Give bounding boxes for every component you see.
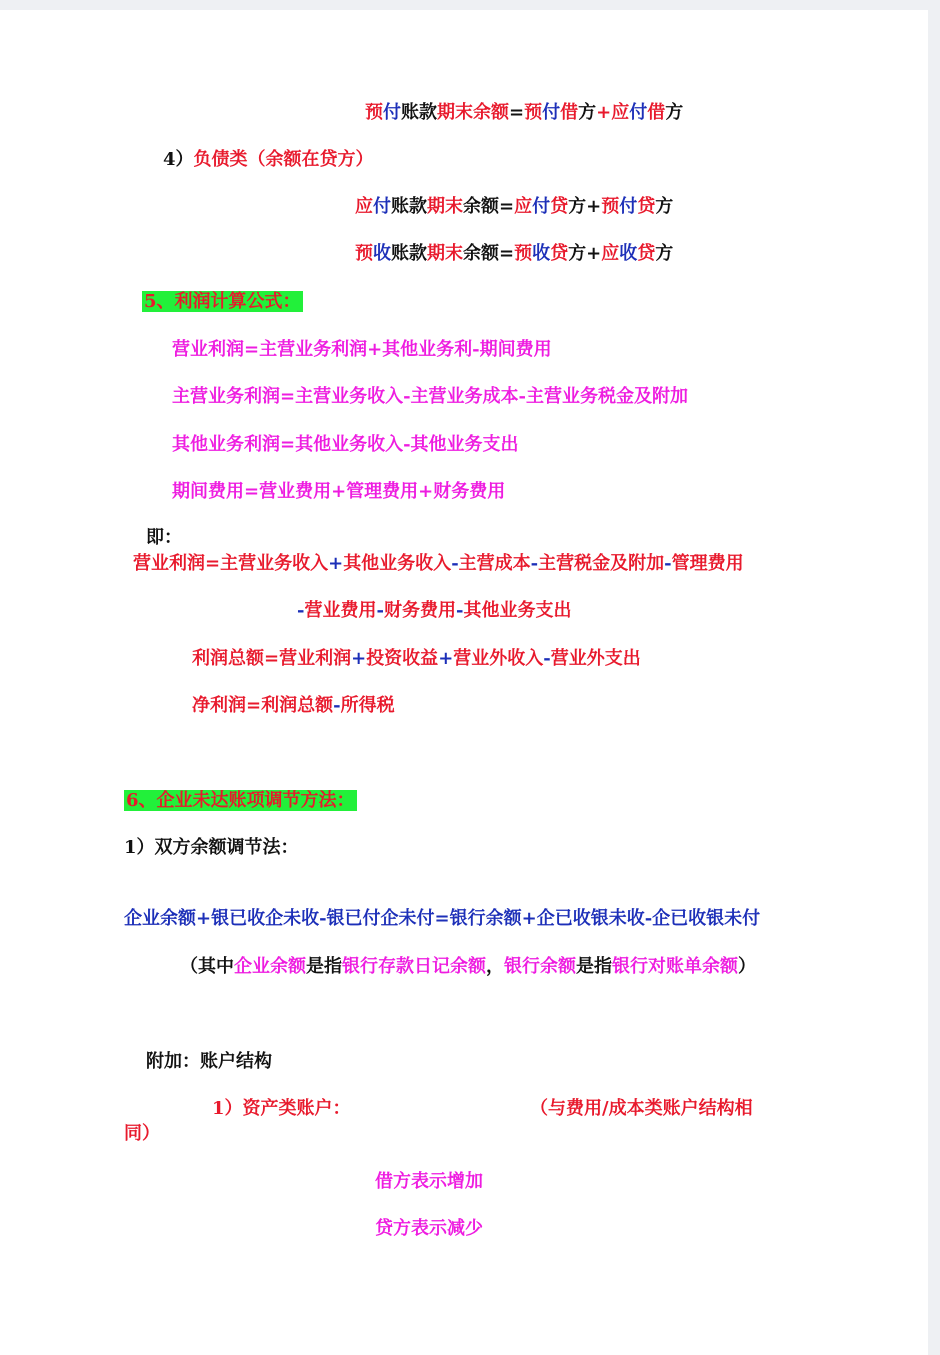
text-segment: 4） (163, 149, 194, 170)
text-segment: 期间费用=营业费用+管理费用+财务费用 (172, 481, 506, 502)
prepaid-balance-formula (365, 101, 683, 125)
text-segment: 借 (647, 102, 666, 123)
debit-increase-text (375, 1170, 483, 1194)
text-segment: - (333, 695, 341, 716)
text-segment: 其他业务支出 (463, 600, 572, 621)
text-segment: 其他业务收入 (343, 553, 452, 574)
text-segment: - (455, 600, 464, 621)
text-segment: - (297, 600, 305, 621)
text-segment: 收 (619, 243, 638, 264)
advance-receipt-balance-formula (355, 242, 673, 266)
text-segment: 收 (532, 243, 551, 264)
text-segment: = (509, 102, 525, 123)
text-segment: - (664, 553, 672, 574)
text-segment: 方 (568, 243, 587, 264)
text-segment: 营业外支出 (550, 648, 641, 669)
reconciliation-section-heading (124, 789, 357, 813)
credit-decrease-text (375, 1217, 483, 1241)
text-segment: 营业利润=主营业务收入 (133, 553, 329, 574)
namely-label (146, 526, 182, 550)
text-segment: 是指 (306, 956, 342, 977)
total-profit-formula (192, 647, 641, 671)
text-segment: 主营成本 (458, 553, 531, 574)
text-segment: 财务费用 (383, 600, 456, 621)
text-segment: 方 (655, 196, 674, 217)
text-segment: 贷方表示减少 (375, 1218, 483, 1239)
text-segment: 贷 (550, 196, 569, 217)
text-segment: 账款 (391, 243, 427, 264)
text-segment: 管理费用 (671, 553, 744, 574)
text-segment: ， (486, 956, 504, 977)
text-segment: 5、利润计算公式： (144, 291, 301, 312)
text-segment: 付 (383, 102, 401, 123)
text-segment: - (543, 648, 551, 669)
text-segment: 贷 (550, 243, 569, 264)
text-segment: 应 (514, 196, 533, 217)
text-segment: （与费用/成本类账户结构相 (530, 1098, 753, 1119)
text-segment: = (499, 243, 515, 264)
text-segment: + (351, 648, 367, 669)
text-segment: + (586, 243, 602, 264)
text-segment: 同） (124, 1123, 160, 1144)
text-segment: ） (738, 956, 756, 977)
text-segment: 银行对账单余额 (612, 956, 738, 977)
dual-balance-method-heading (124, 836, 299, 860)
text-segment: 期末余额 (437, 102, 509, 123)
text-segment: 贷 (637, 196, 656, 217)
text-segment: 账款 (401, 102, 437, 123)
text-segment: 其他业务利润=其他业务收入-其他业务支出 (172, 434, 519, 455)
text-segment: 方 (655, 243, 674, 264)
asset-account-note (530, 1097, 753, 1121)
text-segment: 付 (629, 102, 648, 123)
text-segment: 方 (568, 196, 587, 217)
text-segment: 贷 (637, 243, 656, 264)
text-segment: 期末 (427, 243, 463, 264)
text-segment: 营业费用 (304, 600, 377, 621)
main-business-profit-formula (172, 385, 688, 409)
text-segment: 借 (560, 102, 579, 123)
text-segment: 负债类（余额在贷方） (193, 149, 374, 170)
period-expense-formula (172, 480, 505, 504)
profit-section-heading (142, 290, 303, 314)
operating-profit-formula (172, 338, 552, 362)
text-segment: 预 (601, 196, 620, 217)
text-segment: 企业余额 (234, 956, 306, 977)
text-segment: 应 (355, 196, 373, 217)
text-segment: 应 (611, 102, 630, 123)
text-segment: 6、企业未达账项调节方法： (126, 790, 355, 811)
text-segment: 营业外收入 (453, 648, 544, 669)
text-segment: 预 (355, 243, 373, 264)
asset-account-note-continued (124, 1122, 160, 1146)
text-segment: + (328, 553, 344, 574)
text-segment: 附加：账户结构 (146, 1051, 272, 1072)
net-profit-formula (192, 694, 395, 718)
payable-balance-formula (355, 195, 673, 219)
text-segment: 企业余额+银已收企未收-银已付企未付=银行余额+企已收银未收-企已收银未付 (124, 908, 761, 929)
text-segment: - (451, 553, 459, 574)
other-business-profit-formula (172, 433, 519, 457)
text-segment: 利润总额=营业利润 (192, 648, 352, 669)
text-segment: 余额 (463, 196, 499, 217)
text-segment: 1）双方余额调节法： (124, 837, 299, 858)
text-segment: - (376, 600, 384, 621)
text-segment: 余额 (463, 243, 499, 264)
asset-account-heading (212, 1097, 351, 1121)
reconciliation-note (180, 955, 756, 979)
text-segment: + (586, 196, 602, 217)
expanded-operating-profit-formula (133, 552, 744, 576)
text-segment: 预 (524, 102, 543, 123)
text-segment: 预 (514, 243, 533, 264)
text-segment: 付 (542, 102, 561, 123)
text-segment: 即： (146, 527, 182, 548)
text-segment: 期末 (427, 196, 463, 217)
text-segment: 净利润=利润总额 (192, 695, 334, 716)
text-segment: = (499, 196, 515, 217)
text-segment: - (530, 553, 539, 574)
text-segment: + (438, 648, 454, 669)
text-segment: 付 (373, 196, 391, 217)
text-segment: 1）资产类账户： (212, 1098, 351, 1119)
appendix-heading (146, 1050, 272, 1074)
text-segment: 主营业务利润=主营业务收入-主营业务成本-主营业务税金及附加 (172, 386, 689, 407)
text-segment: 预 (365, 102, 383, 123)
text-segment: 方 (578, 102, 597, 123)
text-segment: 付 (619, 196, 638, 217)
text-segment: 借方表示增加 (375, 1171, 483, 1192)
text-segment: 所得税 (340, 695, 395, 716)
text-segment: 应 (601, 243, 620, 264)
text-segment: 主营税金及附加 (538, 553, 665, 574)
text-segment: 银行存款日记余额 (342, 956, 486, 977)
text-segment: 方 (665, 102, 684, 123)
text-segment: 收 (373, 243, 391, 264)
expanded-operating-profit-continued (297, 599, 571, 623)
reconciliation-formula (124, 907, 760, 931)
liability-heading (163, 148, 374, 172)
text-segment: 投资收益 (366, 648, 439, 669)
text-segment: 账款 (391, 196, 427, 217)
document-page (0, 10, 928, 1355)
text-segment: 营业利润=主营业务利润+其他业务利-期间费用 (172, 339, 552, 360)
text-segment: 付 (532, 196, 551, 217)
text-segment: 是指 (576, 956, 612, 977)
text-segment: + (596, 102, 612, 123)
text-segment: （其中 (180, 956, 234, 977)
text-segment: 银行余额 (504, 956, 576, 977)
